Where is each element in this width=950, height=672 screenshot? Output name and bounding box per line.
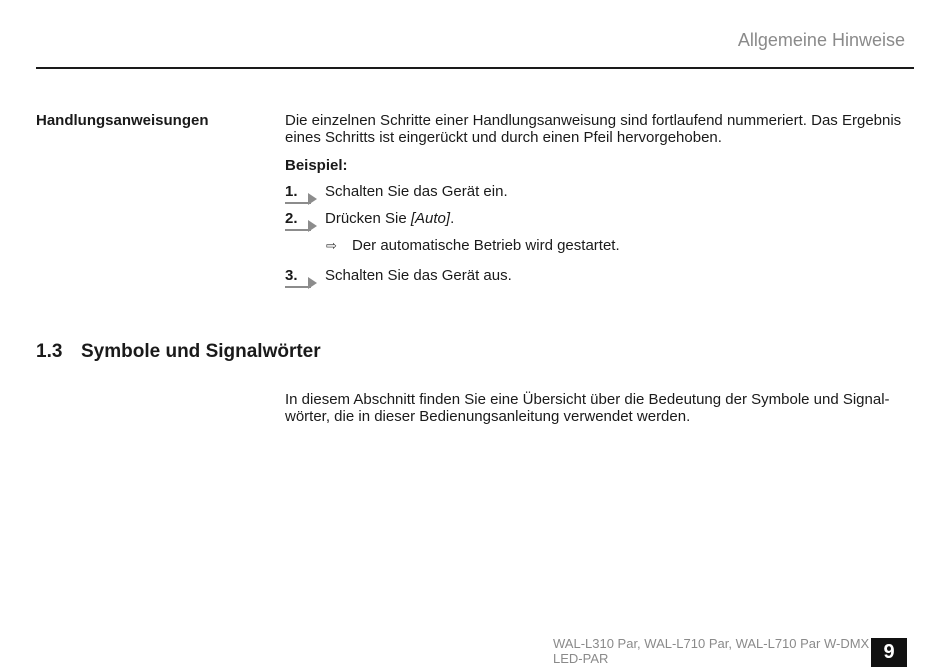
step-result — [326, 237, 620, 254]
instructions-intro: Die einzelnen Schritte einer Handlungsanweisung sind fortlaufend nummeriert. Das Ergebnis eines Schritts ist eingerückt und durch einen Pfeil hervorgehoben. — [285, 112, 902, 146]
section-title: Symbole und Signalwörter — [81, 341, 321, 362]
header-title: Allgemeine Hinweise — [737, 30, 905, 50]
section-heading — [36, 341, 321, 363]
footer-line-2: LED-PAR — [553, 651, 609, 666]
step-number: 3. — [285, 267, 298, 284]
step-number: 2. — [285, 210, 298, 227]
header-divider — [36, 67, 914, 69]
footer-line-1: WAL-L310 Par, WAL-L710 Par, WAL-L710 Par W-DMX — [553, 636, 870, 651]
result-text: Der automatische Betrieb wird gestartet. — [352, 237, 620, 254]
step-number: 1. — [285, 183, 298, 200]
step-text: Schalten Sie das Gerät aus. — [325, 267, 512, 284]
section-number: 1.3 — [36, 341, 63, 362]
step-text-emphasis: [Auto] — [410, 210, 451, 227]
section-paragraph: In diesem Abschnitt finden Sie eine Übersicht über die Bedeutung der Symbole und Signal-wörter, die in dieser Bedienungsanleitung verwendet werden. — [285, 391, 890, 425]
instructions-label: Handlungsanweisungen — [36, 112, 209, 129]
page-number: 9 — [871, 638, 907, 667]
step-text-suffix: . — [450, 210, 455, 227]
footer-product-names — [553, 636, 869, 666]
step-arrow-icon — [308, 193, 317, 205]
example-label: Beispiel: — [285, 157, 348, 174]
step-text: Schalten Sie das Gerät ein. — [325, 183, 508, 200]
step-arrow-icon — [308, 277, 317, 289]
step-arrow-icon — [308, 220, 317, 232]
result-arrow-icon: ⇨ — [326, 238, 337, 253]
step-text-prefix: Drücken Sie — [325, 210, 411, 227]
step-text — [325, 210, 454, 227]
